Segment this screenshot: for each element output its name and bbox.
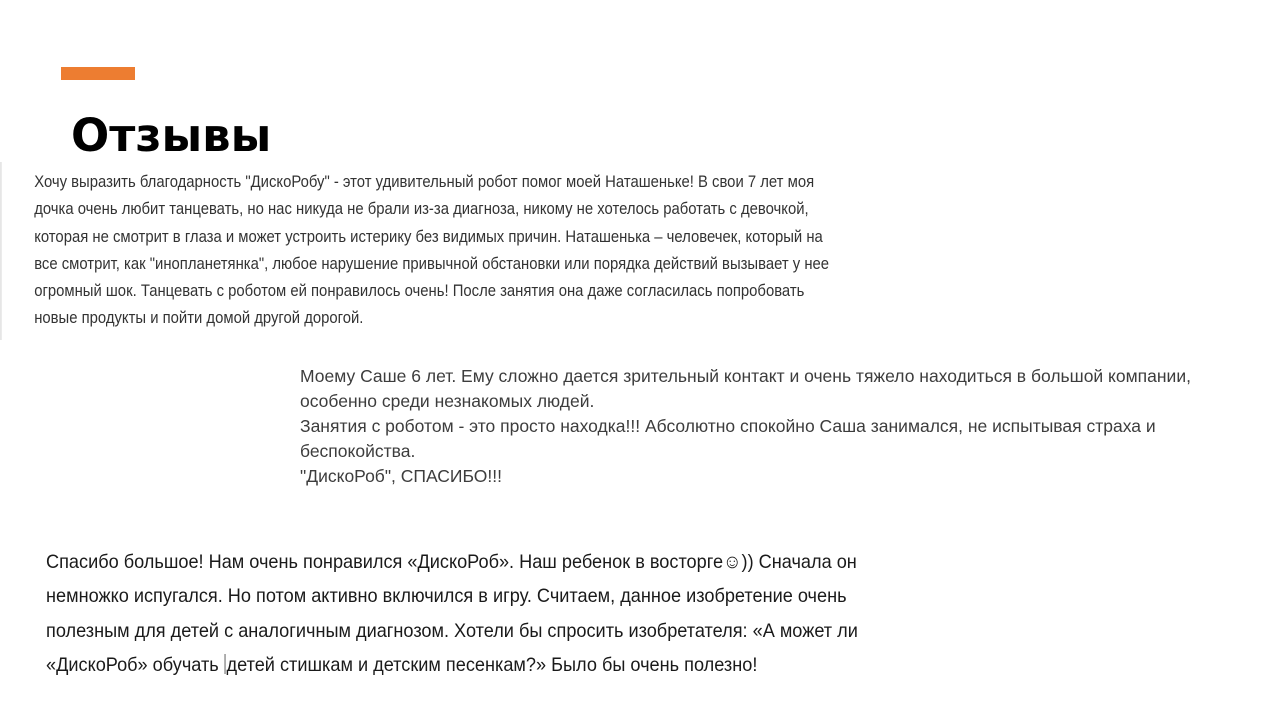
review-line: новые продукты и пойти домой другой дорогой. xyxy=(34,309,364,328)
review-line: Спасибо большое! Нам очень понравился «ДискоРоб». Наш ребенок в восторге☺)) Сначала он xyxy=(46,551,857,573)
review-line-end: детей стишкам и детским песенкам?» Было бы очень полезно! xyxy=(226,653,758,676)
review-line: особенно среди незнакомых людей. xyxy=(300,391,595,411)
review-line: Хочу выразить благодарность "ДискоРобу" - этот удивительный робот помог моей Наташеньке! В свои 7 лет моя xyxy=(34,173,815,191)
review-line: огромный шок. Танцевать с роботом ей понравилось очень! После занятия она даже согласилась попробовать xyxy=(34,282,805,301)
review-line: Моему Саше 6 лет. Ему сложно дается зрительный контакт и очень тяжело находиться в большой компании, xyxy=(300,366,1191,386)
review-line: полезным для детей с аналогичным диагнозом. Хотели бы спросить изобретателя: «А может ли xyxy=(46,619,858,642)
review-line: "ДискоРоб", СПАСИБО!!! xyxy=(300,466,502,486)
review-line: беспокойства. xyxy=(300,441,416,461)
review-line: Занятия с роботом - это просто находка!!! Абсолютно спокойно Саша занимался, не испытывая страха и xyxy=(300,416,1156,436)
page-title: Отзывы xyxy=(71,109,272,162)
review-natasha xyxy=(0,162,830,340)
review-line: все смотрит, как "инопланетянка", любое нарушение привычной обстановки или порядка действий вызывает у нее xyxy=(34,254,830,273)
review-line: немножко испугался. Но потом активно включился в игру. Считаем, данное изобретение очень xyxy=(46,585,847,608)
review-gratitude xyxy=(46,545,858,682)
review-line: дочка очень любит танцевать, но нас никуда не брали из-за диагноза, никому не хотелось работать с девочкой, xyxy=(34,200,809,219)
title-accent-bar xyxy=(61,67,135,80)
review-sasha xyxy=(300,364,1191,489)
review-line: которая не смотрит в глаза и может устроить истерику без видимых причин. Наташенька – человечек, который на xyxy=(34,227,823,246)
review-line xyxy=(46,648,858,682)
review-line-start: «ДискоРоб» обучать xyxy=(46,653,224,676)
